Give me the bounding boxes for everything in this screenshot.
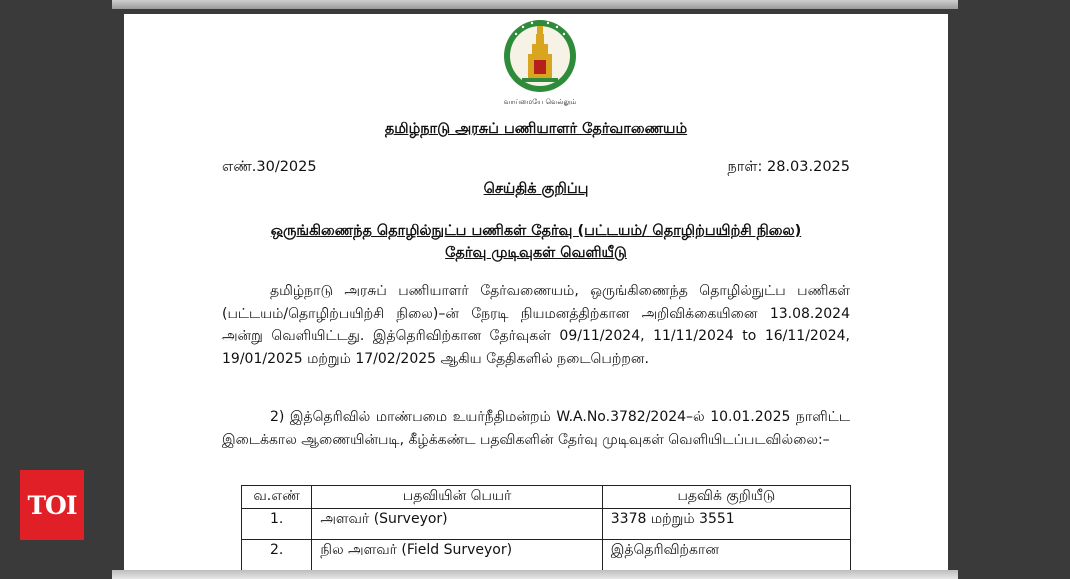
subject-line-1: ஒருங்கிணைந்த தொழில்நுட்ப பணிகள் தேர்வு (பட்டயம்/ தொழிற்பயிற்சி நிலை)	[270, 223, 802, 239]
notice-date: நாள்: 28.03.2025	[727, 159, 850, 175]
table-row	[242, 540, 851, 571]
toi-watermark-logo: TOI	[20, 470, 84, 540]
reference-number: எண்.30/2025	[222, 159, 317, 175]
col-header-sno: வ.எண்	[242, 486, 312, 509]
emblem-motto: வாய்மையே வெல்லும்	[503, 98, 577, 106]
subject-line-2: தேர்வு முடிவுகள் வெளியீடு	[445, 245, 627, 261]
row-code: இத்தெரிவிற்கான	[602, 540, 850, 571]
row-sno: 1.	[242, 509, 312, 540]
posts-table	[241, 485, 851, 571]
commission-title: தமிழ்நாடு அரசுப் பணியாளர் தேர்வாணையம்	[384, 121, 688, 137]
document-page	[124, 14, 948, 574]
row-sno: 2.	[242, 540, 312, 571]
viewer-bottom-bar	[112, 570, 958, 579]
tamil-nadu-emblem	[490, 14, 590, 109]
press-release-heading: செய்திக் குறிப்பு	[483, 181, 589, 197]
paragraph-2: 2) இத்தெரிவில் மாண்பமை உயர்நீதிமன்றம் W.A.No.3782/2024–ல் 10.01.2025 நாளிட்ட இடைக்கால ஆணையின்படி, கீழ்க்கண்ட பதவிகளின் தேர்வு முடிவுகள் வெளியிடப்படவில்லை:–	[222, 409, 850, 448]
col-header-post: பதவியின் பெயர்	[312, 486, 602, 509]
row-code: 3378 மற்றும் 3551	[602, 509, 850, 540]
viewer-top-bar	[112, 0, 958, 9]
row-post: நில அளவர் (Field Surveyor)	[312, 540, 602, 571]
paragraph-1: தமிழ்நாடு அரசுப் பணியாளர் தேர்வணையம், ஒருங்கிணைந்த தொழில்நுட்ப பணிகள் (பட்டயம்/தொழிற்பயிற்சி நிலை)–ன் நேரடி நியமனத்திற்கான அறிவிக்கையினை 13.08.2024 அன்று வெளியிட்டது. இத்தெரிவிற்கான தேர்வுகள் 09/11/2024, 11/11/2024 to 16/11/2024, 19/01/2025 மற்றும் 17/02/2025 ஆகிய தேதிகளில் நடைபெற்றன.	[222, 283, 850, 367]
subject-heading	[124, 220, 948, 264]
table-header-row	[242, 486, 851, 509]
row-post: அளவர் (Surveyor)	[312, 509, 602, 540]
col-header-code: பதவிக் குறியீடு	[602, 486, 850, 509]
table-row	[242, 509, 851, 540]
